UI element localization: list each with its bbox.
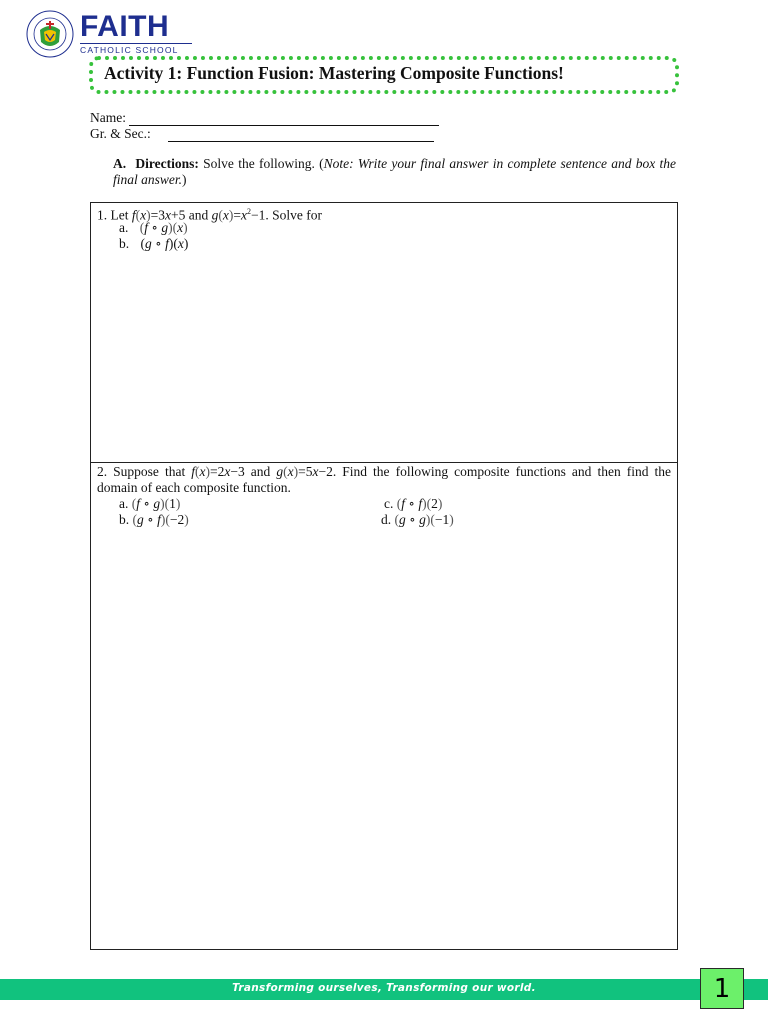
q1-and: and xyxy=(188,207,209,223)
question-1-stem: 1. Let f(x)=3x+5 and $g(x)=x^2-1$. Solve for xyxy=(97,207,323,223)
q2-item-b-label: b. xyxy=(119,512,130,527)
q2-item-d-label: d. xyxy=(381,512,392,527)
q2-item-c-label: c. xyxy=(384,496,394,511)
name-blank[interactable] xyxy=(129,111,439,126)
page-number-badge: 1 xyxy=(700,968,744,1009)
directions-note: Note: Write your final answer in complete sentence and box the final answer. xyxy=(113,156,676,187)
question-1-box xyxy=(90,202,678,463)
question-2-stem: 2. Suppose that f(x)=2x−3 and g(x)=5x−2. Find the following composite functions and then find the domain of each composite function. xyxy=(97,464,672,495)
q1-number: 1. Let xyxy=(97,207,129,223)
directions-text: Solve the following. ( xyxy=(198,156,324,171)
section-label: Gr. & Sec.: xyxy=(90,126,151,141)
name-label: Name: xyxy=(90,110,126,125)
q2-and: and xyxy=(250,464,271,479)
directions-close: ) xyxy=(182,172,187,187)
section-field xyxy=(90,126,434,142)
footer-motto: Transforming ourselves, Transforming our world. xyxy=(232,982,536,994)
q2-end: . Find the following composite functions and then find the domain of each composite function. xyxy=(97,464,672,495)
q2-start: 2. Suppose that xyxy=(97,464,186,479)
directions xyxy=(113,156,676,188)
q2-item-a-label: a. xyxy=(119,496,129,511)
section-blank[interactable] xyxy=(168,127,434,142)
q2-item-d-arg: −1 xyxy=(434,512,450,527)
name-field xyxy=(90,110,439,126)
directions-marker: A. xyxy=(113,156,127,171)
q1-item-a: a. (f ∘ g)(x) xyxy=(119,220,188,235)
q1-solve-for: . Solve for xyxy=(265,207,323,223)
school-seal-logo xyxy=(26,10,74,58)
q2-item-a-arg: 1 xyxy=(169,496,176,511)
school-name: FAITH xyxy=(80,10,170,43)
q2-item-b-arg: −2 xyxy=(169,512,185,527)
school-brand xyxy=(80,12,192,55)
question-2-box xyxy=(90,462,678,950)
q2-item-c: c. (f ∘ f)(2) xyxy=(384,496,443,511)
q2-item-a: a. (f ∘ g)(1) xyxy=(119,496,181,511)
q1-item-b-label: b. xyxy=(119,236,130,251)
q2-item-d: d. (g ∘ g)(−1) xyxy=(381,512,454,527)
q1-item-b: b. (g ∘ f)(x) xyxy=(119,236,189,251)
q2-item-c-arg: 2 xyxy=(431,496,438,511)
activity-title: Activity 1: Function Fusion: Mastering Composite Functions! xyxy=(104,63,564,83)
directions-label: Directions: xyxy=(135,156,199,171)
q1-item-a-label: a. xyxy=(119,220,129,235)
school-subtitle: CATHOLIC SCHOOL xyxy=(80,43,192,55)
q2-item-b: b. (g ∘ f)(−2) xyxy=(119,512,189,527)
